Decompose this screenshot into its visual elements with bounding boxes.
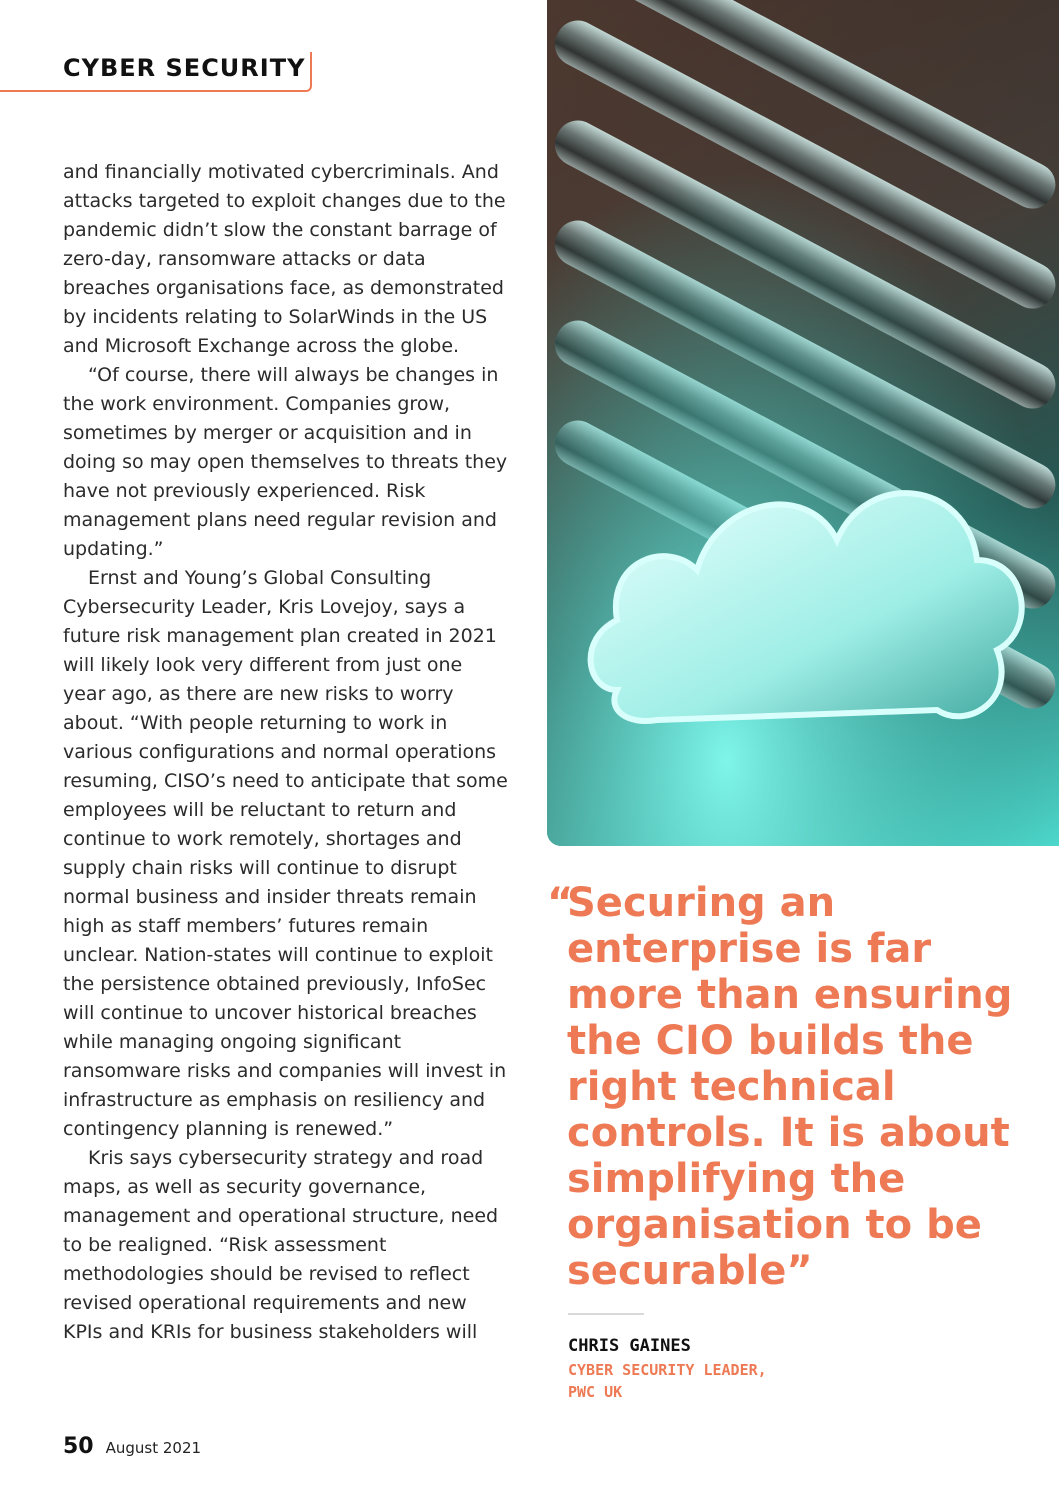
- pull-quote: [547, 880, 1017, 1294]
- page-footer: [63, 1434, 201, 1459]
- divider: [568, 1313, 644, 1315]
- issue-date: August 2021: [105, 1439, 202, 1457]
- quote-author-role: [568, 1359, 828, 1403]
- role-line: CYBER SECURITY LEADER,: [568, 1361, 767, 1379]
- article-body: [63, 158, 509, 1347]
- page-number: 50: [63, 1434, 94, 1459]
- body-paragraph: and financially motivated cybercriminals. And attacks targeted to exploit changes due to the pandemic didn’t slow the constant barrage of zero-day, ransomware attacks or data breaches organisations face, as demonstrated by incidents relating to SolarWinds in the US and Microsoft Exchange across the globe.: [63, 161, 506, 357]
- section-header: [0, 52, 312, 92]
- pull-quote-text: Securing an enterprise is far more than ensuring the CIO builds the right technical controls. It is about simplifying the organisation to be securable”: [567, 880, 1013, 1294]
- section-title: CYBER SECURITY: [63, 54, 306, 82]
- hero-image: [547, 0, 1059, 846]
- body-paragraph: Ernst and Young’s Global Consulting Cybersecurity Leader, Kris Lovejoy, says a future risk management plan created in 2021 will likely look very different from just one year ago, as there are new risks to worry about. “With people returning to work in various configurations and normal operations resuming, CISO’s need to anticipate that some employees will be reluctant to return and continue to work remotely, shortages and supply chain risks will continue to disrupt normal business and insider threats remain high as staff members’ futures remain unclear. Nation-states will continue to exploit the persistence obtained previously, InfoSec will continue to uncover historical breaches while managing ongoing significant ransomware risks and companies will invest in infrastructure as emphasis on resiliency and contingency planning is renewed.”: [63, 567, 508, 1140]
- quote-mark: “: [547, 880, 574, 926]
- role-line: PWC UK: [568, 1383, 623, 1401]
- quote-author: CHRIS GAINES: [568, 1336, 691, 1356]
- body-paragraph: “Of course, there will always be changes in the work environment. Companies grow, sometimes by merger or acquisition and in doing so may open themselves to threats they have not previously experienced. Risk management plans need regular revision and updating.”: [63, 364, 508, 560]
- cloud-icon: [547, 0, 1059, 846]
- body-paragraph: Kris says cybersecurity strategy and road maps, as well as security governance, management and operational structure, need to be realigned. “Risk assessment methodologies should be revised to reflect revised operational requirements and new KPIs and KRIs for business stakeholders will: [63, 1147, 499, 1343]
